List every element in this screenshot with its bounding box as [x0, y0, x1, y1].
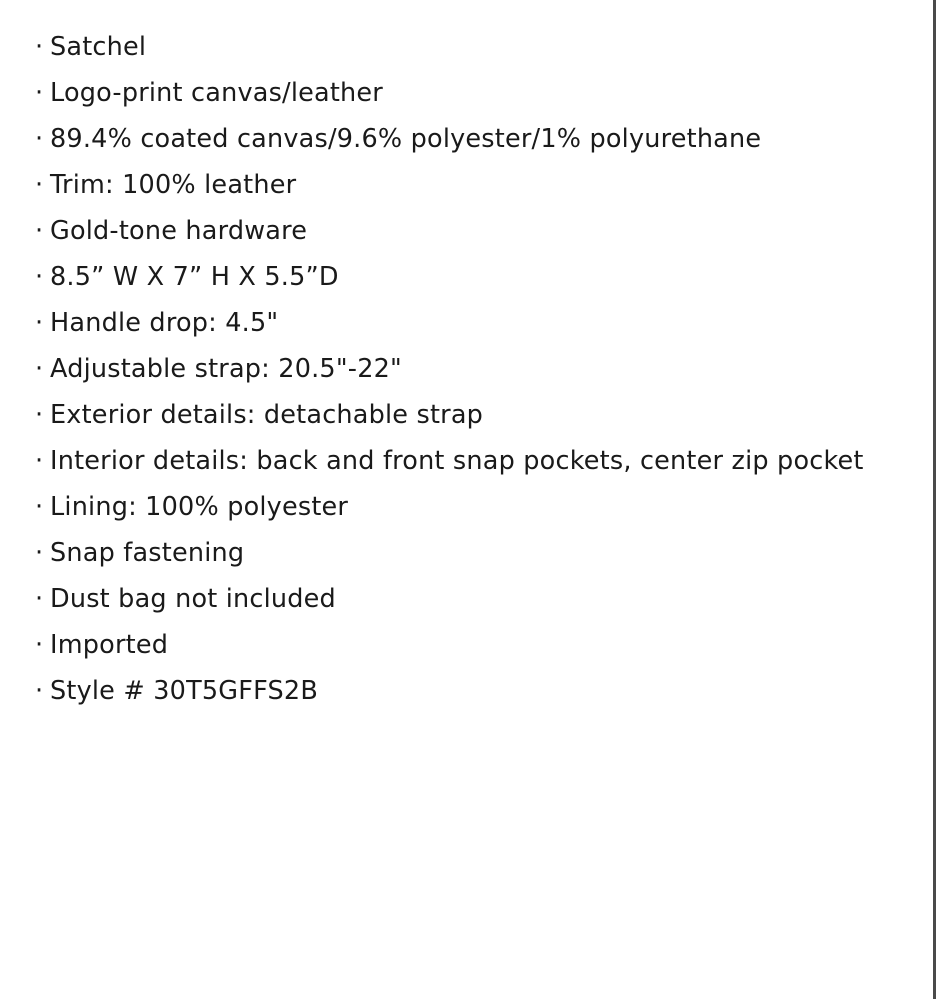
detail-text: Style # 30T5GFFS2B [50, 676, 319, 706]
detail-text: Adjustable strap: 20.5"-22" [50, 354, 402, 384]
detail-item [35, 300, 895, 346]
detail-item [35, 162, 895, 208]
detail-text: Dust bag not included [50, 584, 336, 614]
detail-text: Gold-tone hardware [50, 216, 308, 246]
detail-item [35, 530, 895, 576]
bullet-point: · [35, 216, 44, 246]
detail-text: Satchel [50, 32, 147, 62]
detail-text: 8.5” W X 7” H X 5.5”D [50, 262, 339, 292]
bullet-point: · [35, 630, 44, 660]
bullet-point: · [35, 492, 44, 522]
bullet-point: · [35, 400, 44, 430]
detail-text: 89.4% coated canvas/9.6% polyester/1% polyurethane [50, 124, 762, 154]
bullet-point: · [35, 354, 44, 384]
detail-item [35, 70, 895, 116]
detail-text: Handle drop: 4.5" [50, 308, 279, 338]
detail-item [35, 622, 895, 668]
bullet-point: · [35, 676, 44, 706]
detail-text: Logo-print canvas/leather [50, 78, 383, 108]
detail-text: Trim: 100% leather [50, 170, 297, 200]
detail-text: Snap fastening [50, 538, 245, 568]
detail-text: Imported [50, 630, 169, 660]
product-details-list [35, 24, 895, 714]
detail-item [35, 346, 895, 392]
bullet-point: · [35, 446, 44, 476]
detail-text: Interior details: back and front snap pockets, center zip pocket [50, 446, 864, 476]
detail-item [35, 254, 895, 300]
bullet-point: · [35, 538, 44, 568]
bullet-point: · [35, 262, 44, 292]
detail-item [35, 392, 895, 438]
detail-text: Exterior details: detachable strap [50, 400, 484, 430]
detail-item [35, 438, 895, 484]
detail-text: Lining: 100% polyester [50, 492, 349, 522]
detail-item [35, 24, 895, 70]
bullet-point: · [35, 170, 44, 200]
detail-item [35, 668, 895, 714]
bullet-point: · [35, 308, 44, 338]
bullet-point: · [35, 78, 44, 108]
detail-item [35, 484, 895, 530]
bullet-point: · [35, 124, 44, 154]
bullet-point: · [35, 32, 44, 62]
detail-item [35, 116, 895, 162]
detail-item [35, 576, 895, 622]
bullet-point: · [35, 584, 44, 614]
detail-item [35, 208, 895, 254]
